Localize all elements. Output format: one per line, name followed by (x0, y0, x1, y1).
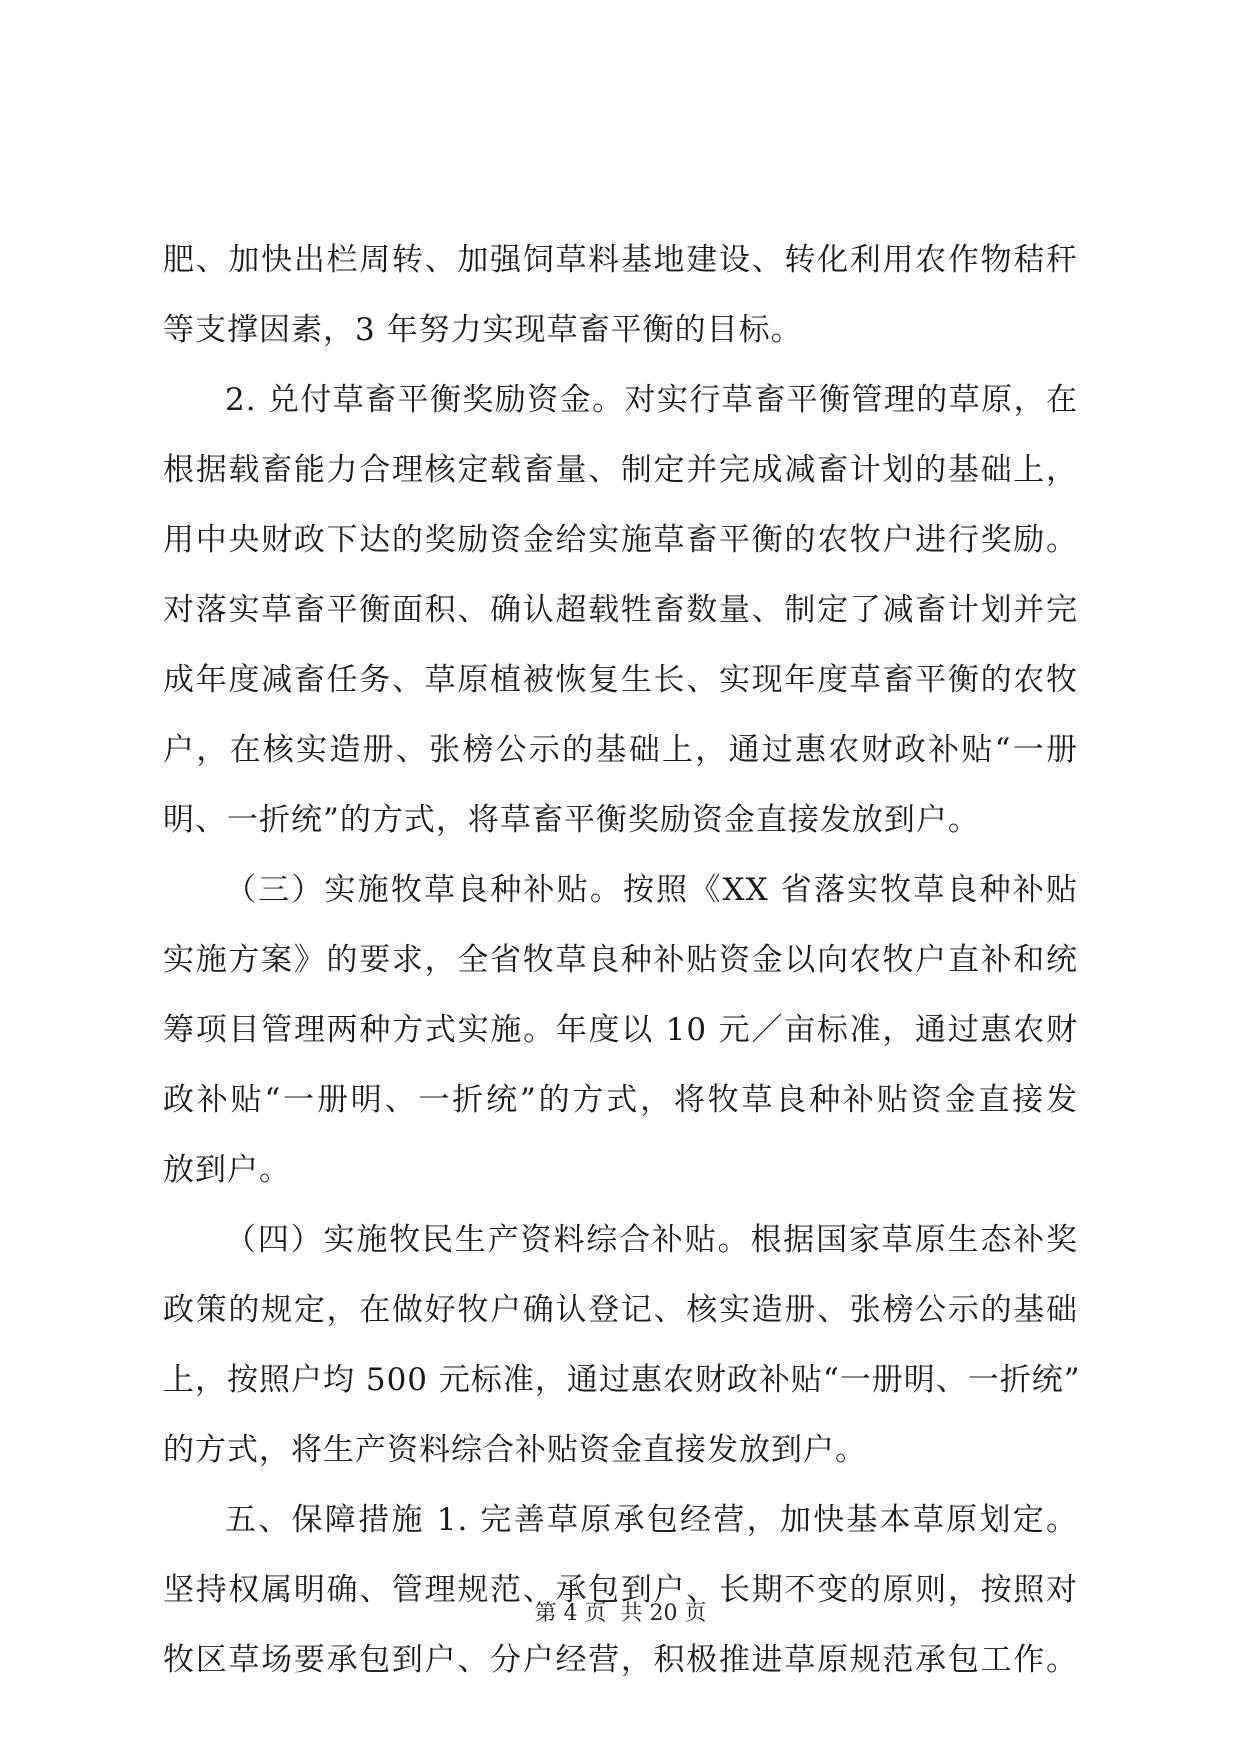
text-line: 筹项目管理两种方式实施。年度以 10 元／亩标准，通过惠农财 (163, 1012, 1078, 1048)
text-line: 政策的规定，在做好牧户确认登记、核实造册、张榜公示的基础 (163, 1292, 1078, 1328)
text-line: 上，按照户均 500 元标准，通过惠农财政补贴“一册明、一折统” (163, 1362, 1081, 1398)
paragraph-2 (163, 365, 1078, 855)
text-line: 成年度减畜任务、草原植被恢复生长、实现年度草畜平衡的农牧 (163, 662, 1078, 698)
text-line: 等支撑因素，3 年努力实现草畜平衡的目标。 (163, 312, 803, 348)
text-line: 的方式，将生产资料综合补贴资金直接发放到户。 (163, 1432, 867, 1468)
text-line: 放到户。 (163, 1152, 291, 1188)
paragraph-3 (163, 855, 1078, 1205)
text-line: 政补贴“一册明、一折统”的方式，将牧草良种补贴资金直接发 (163, 1082, 1078, 1118)
text-line: 牧区草场要承包到户、分户经营，积极推进草原规范承包工作。 (163, 1642, 1078, 1678)
text-line: 五、保障措施 1. 完善草原承包经营，加快基本草原划定。 (225, 1502, 1078, 1538)
text-line: 明、一折统”的方式，将草畜平衡奖励资金直接发放到户。 (163, 802, 980, 838)
document-body (163, 225, 1081, 1695)
text-line: 对落实草畜平衡面积、确认超载牲畜数量、制定了减畜计划并完 (163, 592, 1078, 628)
paragraph-5 (163, 1485, 1078, 1695)
text-line: 坚持权属明确、管理规范、承包到户、长期不变的原则，按照对 (163, 1572, 1078, 1608)
text-line: 用中央财政下达的奖励资金给实施草畜平衡的农牧户进行奖励。 (163, 522, 1078, 558)
text-line: 肥、加快出栏周转、加强饲草料基地建设、转化利用农作物秸秆 (163, 242, 1078, 278)
text-line: 户，在核实造册、张榜公示的基础上，通过惠农财政补贴“一册 (163, 732, 1078, 768)
text-line: （四）实施牧民生产资料综合补贴。根据国家草原生态补奖 (225, 1222, 1078, 1258)
paragraph-4 (163, 1205, 1081, 1485)
text-line: 2. 兑付草畜平衡奖励资金。对实行草畜平衡管理的草原，在 (225, 382, 1078, 418)
paragraph-1 (163, 225, 1078, 365)
page-footer: 第 4 页 共 20 页 (534, 1601, 707, 1626)
text-line: 实施方案》的要求，全省牧草良种补贴资金以向农牧户直补和统 (163, 942, 1078, 978)
text-line: 根据载畜能力合理核定载畜量、制定并完成减畜计划的基础上， (163, 452, 1078, 488)
text-line: （三）实施牧草良种补贴。按照《XX 省落实牧草良种补贴 (225, 872, 1078, 908)
